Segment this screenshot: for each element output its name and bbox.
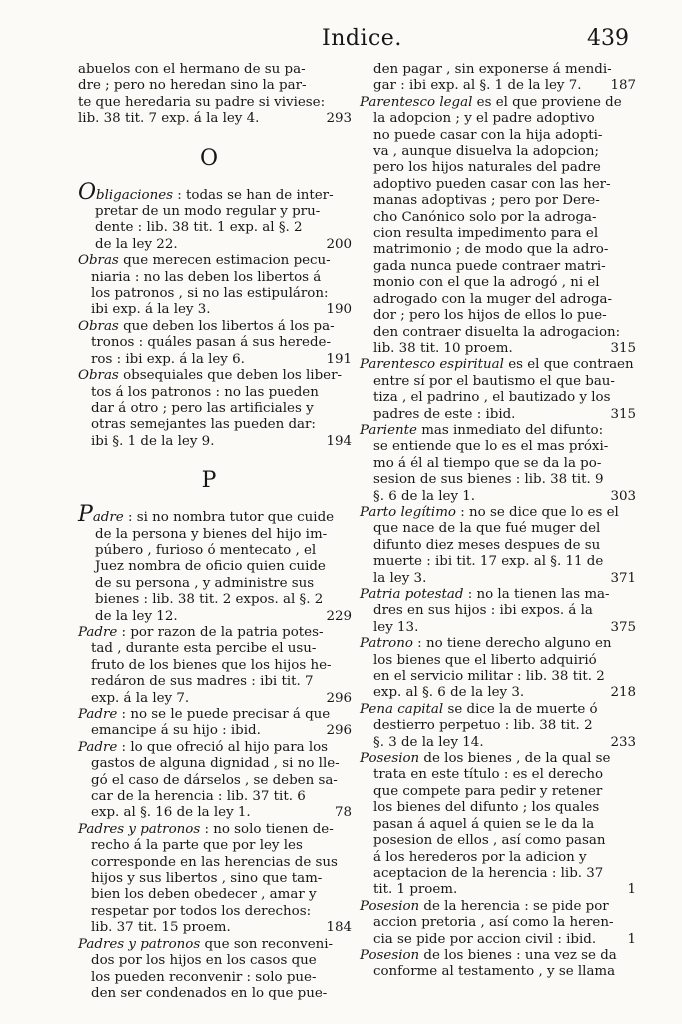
entry-term: Pena capital <box>360 701 444 717</box>
section-heading-p: P <box>201 468 217 494</box>
index-entry-parentesco-legal: Parentesco legal es el que proviene de la adopcion ; y el padre adoptivo no puede casar con la hija adopti- va , aunque disuelva la adopcion; pero los hijos naturales del padre adoptivo pueden casar con las her- manas adoptivas ; pero por Dere- cho Canónico solo por la adroga- cion resulta impedimento para el matrimonio ; de modo que la adro- gada nunca puede contraer matri- monio con el que la adrogó , ni el adrogado con la muger del adroga- dor ; pero los hijos de ellos lo pue- den contraer disuelta la adrogacion: lib. 38 tit. 10 proem. 315 <box>360 94 636 356</box>
entry-page-ref: 233 <box>610 734 636 750</box>
entry-term: Posesion <box>360 751 420 767</box>
page-number: 439 <box>587 26 629 51</box>
entry-term: Parentesco espiritual <box>360 357 504 373</box>
index-entry-posesion: Posesion de los bienes , de la qual se trata en este título : es el derecho que compete para pedir y retener los bienes del difunto ; los quales pasan á aquel á quien se le da la posesion de ellos , así como pasan á los herederos por la adicion y aceptacion de la herencia : lib. 37 tit. 1 proem. 1 <box>360 751 636 898</box>
entry-page-ref: 371 <box>610 570 636 586</box>
entry-page-ref: 303 <box>610 488 636 504</box>
index-entry-obras: Obras que merecen estimacion pecu- niaria : no las deben los libertos á los patronos , si no las estipuláron: ibi exp. á la ley 3. 190 <box>78 253 352 318</box>
index-entry-pariente: Pariente mas inmediato del difunto: se entiende que lo es el mas próxi- mo á él al tiempo que se da la po- sesion de sus bienes : lib. 38 tit. 9 §. 6 de la ley 1. 303 <box>360 422 636 504</box>
left-column <box>78 62 352 1002</box>
index-entry-continuation: abuelos con el hermano de su pa- dre ; pero no heredan sino la par- te que heredaria su padre si viviese: lib. 38 tit. 7 exp. á la ley 4. 293 <box>78 62 352 127</box>
entry-term: Pariente <box>360 422 417 438</box>
index-entry-padre: Padre : por razon de la patria potes- tad , durante esta percibe el usu- fruto de los bienes que los hijos he- redáron de sus madres : ibi tit. 7 exp. á la ley 7. 296 <box>78 624 352 706</box>
entry-term: Patrono <box>360 636 413 652</box>
entry-page-ref: 194 <box>326 433 352 449</box>
entry-term: Obras <box>78 253 119 269</box>
index-entry-posesion: Posesion de los bienes : una vez se da conforme al testamento , y se llama <box>360 947 617 980</box>
drop-initial: P <box>78 502 93 528</box>
entry-term: adre <box>92 510 124 526</box>
entry-page-ref: 296 <box>326 723 352 739</box>
entry-term: Posesion <box>360 898 420 914</box>
entry-term: Padre <box>78 739 118 755</box>
entry-page-ref: 375 <box>610 619 636 635</box>
entry-term: Posesion <box>360 947 420 963</box>
index-entry-patrono: Patrono : no tiene derecho alguno en los bienes que el liberto adquirió en el servicio militar : lib. 38 tit. 2 exp. al §. 6 de la ley 3. 218 <box>360 636 636 701</box>
entry-page-ref: 78 <box>334 805 352 821</box>
entry-page-ref: 229 <box>326 608 352 624</box>
index-entry-padre: Padre : no se le puede precisar á que emancipe á su hijo : ibid. 296 <box>78 707 352 739</box>
index-entry-posesion: Posesion de la herencia : se pide por accion pretoria , así como la heren- cia se pide por accion civil : ibid. 1 <box>360 898 636 947</box>
index-entry-padres-y-patronos: Padres y patronos : no solo tienen de- recho á la parte que por ley les corresponde en las herencias de sus hijos y sus libertos , sino que tam- bien los deben obedecer , amar y respetar por todos los derechos: lib. 37 tit. 15 proem. 184 <box>78 821 352 936</box>
entry-page-ref: 1 <box>627 882 636 898</box>
right-column <box>360 62 636 981</box>
drop-initial: O <box>78 179 97 205</box>
entry-term: Parto legítimo <box>360 504 456 520</box>
entry-term: Parentesco legal <box>360 94 473 110</box>
entry-page-ref: 218 <box>610 685 636 701</box>
index-entry-obligaciones: Obligaciones : todas se han de inter- pretar de un modo regular y pru- dente : lib. 38 tit. 1 exp. al §. 2 de la ley 22. 200 <box>78 179 352 252</box>
page-header <box>0 26 682 56</box>
entry-term: bligaciones <box>96 187 174 203</box>
entry-term: Padre <box>78 707 118 722</box>
entry-page-ref: 296 <box>326 690 352 706</box>
index-entry-parentesco-espiritual: Parentesco espiritual es el que contraen entre sí por el bautismo el que bau- tiza , el padrino , el bautizado y los padres de este : ibid. 315 <box>360 357 636 422</box>
entry-page-ref: 200 <box>326 236 352 252</box>
entry-term: Padres y patronos <box>78 821 201 837</box>
entry-page-ref: 315 <box>610 406 636 422</box>
section-heading-o: O <box>199 145 219 171</box>
entry-term: Patria potestad <box>360 587 464 602</box>
entry-term: Obras <box>78 368 119 384</box>
index-entry-obras: Obras que deben los libertos á los pa- tronos : quáles pasan á sus herede- ros : ibi exp. á la ley 6. 191 <box>78 318 352 367</box>
entry-page-ref: 293 <box>326 111 352 127</box>
entry-page-ref: 315 <box>610 340 636 356</box>
entry-page-ref: 191 <box>326 351 352 367</box>
index-entry-pena-capital: Pena capital se dice la de muerte ó destierro perpetuo : lib. 38 tit. 2 §. 3 de la ley 14. 233 <box>360 701 636 750</box>
entry-page-ref: 1 <box>627 931 636 947</box>
entry-page-ref: 187 <box>610 78 636 94</box>
index-entry-padre: Padre : si no nombra tutor que cuide de la persona y bienes del hijo im- púbero , furioso ó mentecato , el Juez nombra de oficio quien cuide de su persona , y administre sus bienes : lib. 38 tit. 2 expos. al §. 2 de la ley 12. 229 <box>78 502 352 624</box>
entry-term: Obras <box>78 318 119 334</box>
entry-page-ref: 190 <box>326 302 352 318</box>
entry-term: Padre <box>78 624 118 640</box>
entry-page-ref: 184 <box>326 920 352 936</box>
index-entry-parto-legitimo: Parto legítimo : no se dice que lo es el que nace de la que fué muger del difunto diez meses despues de su muerte : ibi tit. 17 exp. al §. 11 de la ley 3. 371 <box>360 504 636 586</box>
entry-term: Padres y patronos <box>78 936 201 952</box>
index-entry-continuation: den pagar , sin exponerse á mendi- gar : ibi exp. al §. 1 de la ley 7. 187 <box>373 62 636 94</box>
index-entry-padre: Padre : lo que ofreció al hijo para los gastos de alguna dignidad , si no lle- gó el caso de dárselos , se deben sa- car de la herencia : lib. 37 tit. 6 exp. al §. 16 de la ley 1. 78 <box>78 739 352 821</box>
index-entry-padres-y-patronos: Padres y patronos que son reconveni- dos por los hijos en los casos que los pueden reconvenir : solo pue- den ser condenados en lo que pue- <box>78 936 334 1001</box>
index-entry-patria-potestad: Patria potestad : no la tienen las ma- dres en sus hijos : ibi expos. á la ley 13. 375 <box>360 587 636 635</box>
running-title: Indice. <box>322 26 402 51</box>
index-entry-obras: Obras obsequiales que deben los liber- tos á los patronos : no las pueden dar á otro ; pero las artificiales y otras semejantes las pueden dar: ibi §. 1 de la ley 9. 194 <box>78 368 352 449</box>
